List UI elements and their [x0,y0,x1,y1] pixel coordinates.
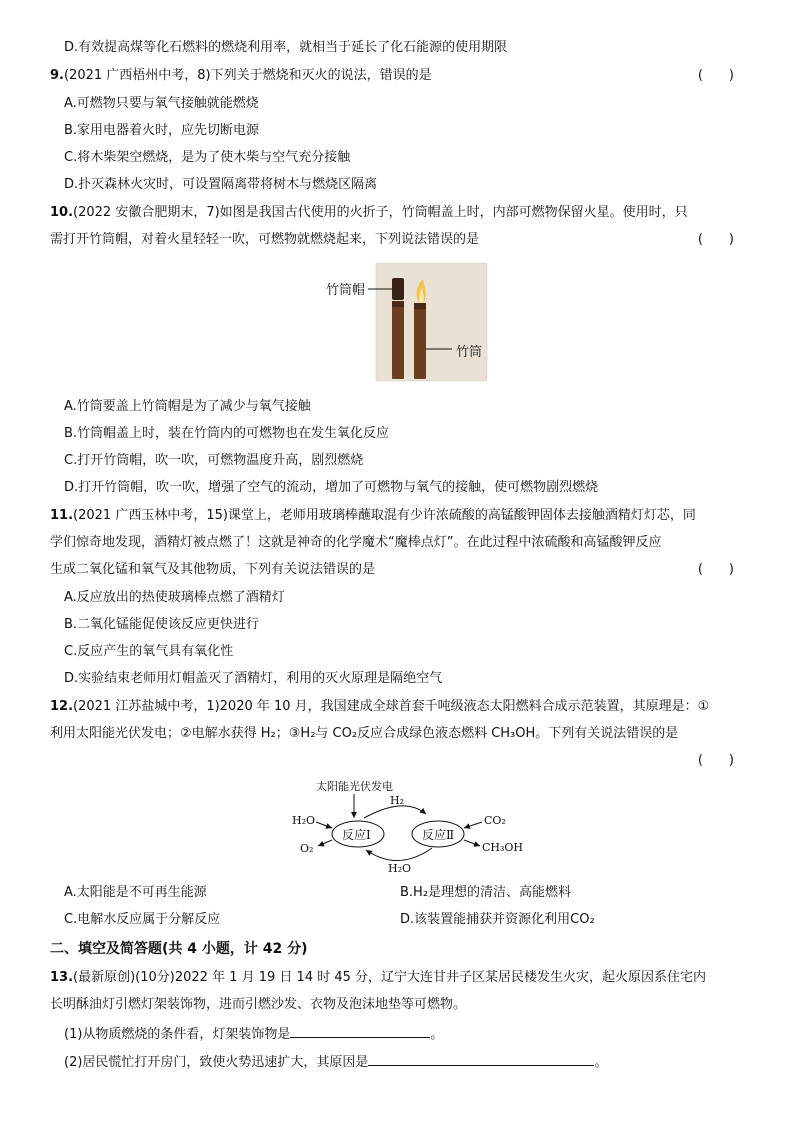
q10-option-c: C.打开竹筒帽，吹一吹，可燃物温度升高，剧烈燃烧 [64,453,364,468]
bamboo-tube-label: 竹筒 [456,345,483,360]
q13-sub1-answer-blank[interactable] [290,1025,430,1038]
q11-answer-paren: ( ) [697,562,734,577]
q10-option-a: A.竹筒要盖上竹筒帽是为了减少与氧气接触 [64,399,311,414]
q9-answer-paren: ( ) [697,68,734,83]
fire-starter-image [310,259,488,385]
q13-sub2-period: 。 [594,1055,608,1070]
section-2-title: 二、填空及简答题(共 4 小题，计 42 分) [50,941,308,957]
co2-in-label: CO₂ [484,814,506,827]
q9-number: 9. [50,68,64,83]
bamboo-cap-label: 竹筒帽 [326,283,366,298]
bamboo-tube-left [392,301,404,379]
q13-sub2-answer-blank[interactable] [368,1053,594,1066]
h2-label: H₂ [390,794,405,807]
q12-number: 12. [50,699,74,714]
q13-sub1-period: 。 [430,1027,444,1042]
h2-arrow [364,806,426,818]
q9-option-a: A.可燃物只要与氧气接触就能燃烧 [64,96,259,111]
q10-option-d: D.打开竹筒帽，吹一吹，增强了空气的流动，增加了可燃物与氧气的接触，使可燃物剧烈燃烧 [64,480,599,495]
q10-number: 10. [50,205,74,220]
q13-stem-text1: (最新原创)(10分)2022 年 1 月 19 日 14 时 45 分，辽宁大连甘井子区某居民楼发生火灾，起火原因系住宅内 [73,970,707,985]
q12-answer-paren: ( ) [697,753,734,768]
q11-number: 11. [50,508,74,523]
q11-option-d: D.实验结束老师用灯帽盖灭了酒精灯，利用的灭火原理是隔绝空气 [64,671,443,686]
solar-fuel-diagram [286,778,546,874]
q12-stem-line1 [50,698,709,716]
q9-option-d: D.扑灭森林火灾时，可设置隔离带将树木与燃烧区隔离 [64,177,378,192]
h2o-back-label: H₂O [388,862,412,874]
q13-stem-line1 [50,969,706,987]
q13-subquestion-1 [64,1025,443,1044]
q12-stem-text1: (2021 江苏盐城中考，1)2020 年 10 月，我国建成全球首套千吨级液态太阳燃料合成示范装置，其原理是：① [73,699,710,714]
q11-option-b: B.二氧化锰能促使该反应更快进行 [64,617,260,632]
bamboo-cap-shape [392,278,404,300]
h2o-in-label: H₂O [292,814,316,827]
fire-starter-figure [310,259,488,385]
q9-stem [50,67,432,85]
h2o-return-arrow [366,848,432,861]
q11-stem-text1: (2021 广西玉林中考，15)课堂上，老师用玻璃棒蘸取混有少许浓硫酸的高锰酸钾固体去接触酒精灯灯芯，同 [73,508,696,523]
q13-number: 13. [50,970,74,985]
q10-option-b: B.竹筒帽盖上时，装在竹筒内的可燃物也在发生氧化反应 [64,426,390,441]
q12-option-a: A.太阳能是不可再生能源 [64,885,207,900]
q11-stem-line3: 生成二氧化锰和氧气及其他物质，下列有关说法错误的是 [50,562,376,577]
q9-stem-text: (2021 广西梧州中考，8)下列关于燃烧和灭火的说法，错误的是 [63,68,432,83]
q12-option-c: C.电解水反应属于分解反应 [64,912,221,927]
q8-option-d: D.有效提高煤等化石燃料的燃烧利用率，就相当于延长了化石能源的使用期限 [64,40,508,55]
o2-out-label: O₂ [300,842,314,855]
q12-option-d: D.该装置能捕获并资源化利用CO₂ [400,912,595,927]
q13-sub2-text: (2)居民慌忙打开房门，致使火势迅速扩大，其原因是 [64,1055,369,1070]
q9-option-c: C.将木柴架空燃烧，是为了使木柴与空气充分接触 [64,150,351,165]
q10-stem-line1 [50,204,688,222]
reaction-2-label: 反应Ⅱ [422,828,455,842]
q11-stem-line2: 学们惊奇地发现，酒精灯被点燃了！这就是神奇的化学魔术“魔棒点灯”。在此过程中浓硫酸和高锰酸钾反应 [50,535,662,550]
q11-option-c: C.反应产生的氧气具有氧化性 [64,644,234,659]
q11-stem-line1 [50,507,696,525]
q12-stem-line2: 利用太阳能光伏发电；②电解水获得 H₂；③H₂与 CO₂反应合成绿色液态燃料 CH₃OH。下列有关说法错误的是 [50,726,679,741]
q13-stem-line2: 长明酥油灯引燃灯架装饰物，进而引燃沙发、衣物及泡沫地垫等可燃物。 [50,997,467,1012]
q10-stem-line2: 需打开竹筒帽，对着火星轻轻一吹，可燃物就燃烧起来，下列说法错误的是 [50,232,480,247]
q10-stem-text1: (2022 安徽合肥期末，7)如图是我国古代使用的火折子，竹筒帽盖上时，内部可燃物保留火星。使用时，只 [73,205,688,220]
q13-subquestion-2 [64,1053,607,1072]
q13-sub1-text: (1)从物质燃烧的条件看，灯架装饰物是 [64,1027,291,1042]
bamboo-tube-right [414,303,426,379]
q11-option-a: A.反应放出的热使玻璃棒点燃了酒精灯 [64,590,285,605]
ch3oh-out-label: CH₃OH [482,841,524,854]
q12-option-b: B.H₂是理想的清洁、高能燃料 [400,885,572,900]
reaction-1-label: 反应Ⅰ [342,828,371,842]
q9-option-b: B.家用电器着火时，应先切断电源 [64,123,260,138]
solar-label: 太阳能光伏发电 [316,780,393,793]
q10-answer-paren: ( ) [697,232,734,247]
